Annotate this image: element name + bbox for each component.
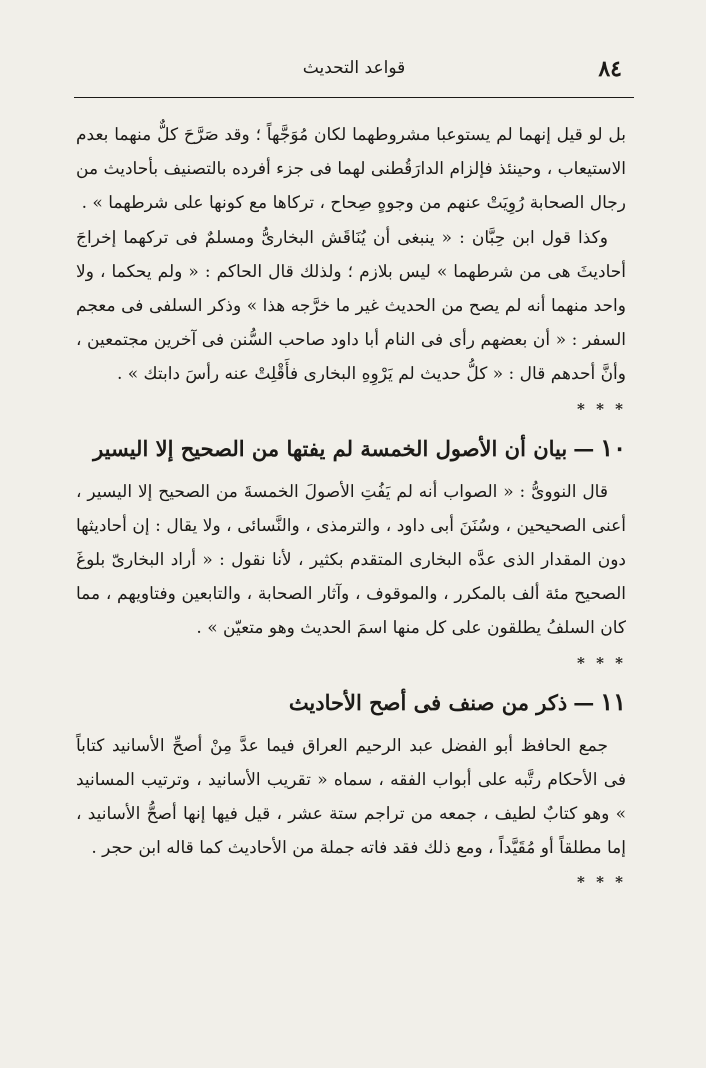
running-title: قواعد التحديث bbox=[302, 58, 406, 78]
section-separator: * * * bbox=[577, 653, 626, 672]
section-dash: — bbox=[573, 689, 595, 715]
page-number: ٨٤ bbox=[598, 56, 622, 82]
header-rule bbox=[74, 97, 634, 98]
section-heading-11 bbox=[76, 682, 626, 723]
paragraph-ibn-hibban: وكذا قول ابن حِبَّان : « ينبغى أن يُنَاقَش البخارىُّ ومسلمٌ فى تركهما إخراجَ أحاديثَ هى من شرطهما » ليس بلازم ؛ ولذلك قال الحاكم : « ولم يحكما ، ولا واحد منهما أنه لم يصح من الحديث غير ما خرَّجه هذا » وذكر السلفى فى معجم السفر : « أن بعضهم رأى فى النام أبا داود صاحب السُّنن فى آخرين مجتمعين ، وأنَّ أحدهم قال : « كلُّ حديث لم يَرْوِهِ البخارى فأَقْلِتْ عنه رأسَ دابتك » . bbox=[76, 227, 626, 385]
section-number: ١١ bbox=[600, 686, 626, 716]
section-dash: — bbox=[573, 435, 595, 461]
section-title: ذكر من صنف فى أصح الأحاديث bbox=[288, 689, 568, 715]
section-separator: * * * bbox=[577, 873, 626, 892]
section-separator: * * * bbox=[577, 399, 626, 418]
paragraph-iraqi: جمع الحافظ أبو الفضل عبد الرحيم العراق فيما عدَّ مِنْ أصحِّ الأسانيد كتاباً فى الأحكام رتَّبه على أبواب الفقه ، سماه « تقريب الأسانيد ، وترتيب المسانيد » وهو كتابٌ لطيف ، جمعه من تراجم ستة عشر ، قيل فيها إنها أصحُّ الأسانيد ، إما مطلقاً أو مُقَيَّداً ، ومع ذلك فقد فاته جملة من الأحاديث كما قاله ابن حجر . bbox=[76, 735, 626, 859]
section-heading-10 bbox=[76, 428, 626, 469]
paragraph-continuation: بل لو قيل إنهما لم يستوعبا مشروطهما لكان مُوَجَّهاً ؛ وقد صَرَّحَ كلٌّ منهما بعدم الاستيعاب ، وحينئذ فإلزام الدارَقُطنى لهما فى جزء أفرده بالتصنيف بأحاديث من رجال الصحابة رُوِيَتْ عنهم من وجوهٍ صِحاح ، تركاها مع كونها على شرطهما » . bbox=[76, 125, 626, 214]
body-text bbox=[76, 118, 626, 901]
section-title: بيان أن الأصول الخمسة لم يفتها من الصحيح إلا اليسير bbox=[93, 435, 568, 461]
paragraph-nawawi: قال النووىُّ : « الصواب أنه لم يَفُتِ الأصولَ الخمسةَ من الصحيح إلا اليسير ، أعنى الصحيحين ، وسُنَنَ أبى داود ، والترمذى ، والنَّسائى ، ولا يقال : إن أحاديثها دون المقدار الذى عدَّه البخارى المتقدم بكثير ، لأنا نقول : « أراد البخارىّ بلوغَ الصحيح مئة ألف بالمكرر ، والموقوف ، وآثار الصحابة ، والتابعين وفتاويهم ، مما كان السلفُ يطلقون على كل منها اسمَ الحديث وهو متعيّن » . bbox=[76, 481, 626, 639]
page-header bbox=[80, 52, 628, 86]
section-number: ١٠ bbox=[600, 432, 626, 462]
